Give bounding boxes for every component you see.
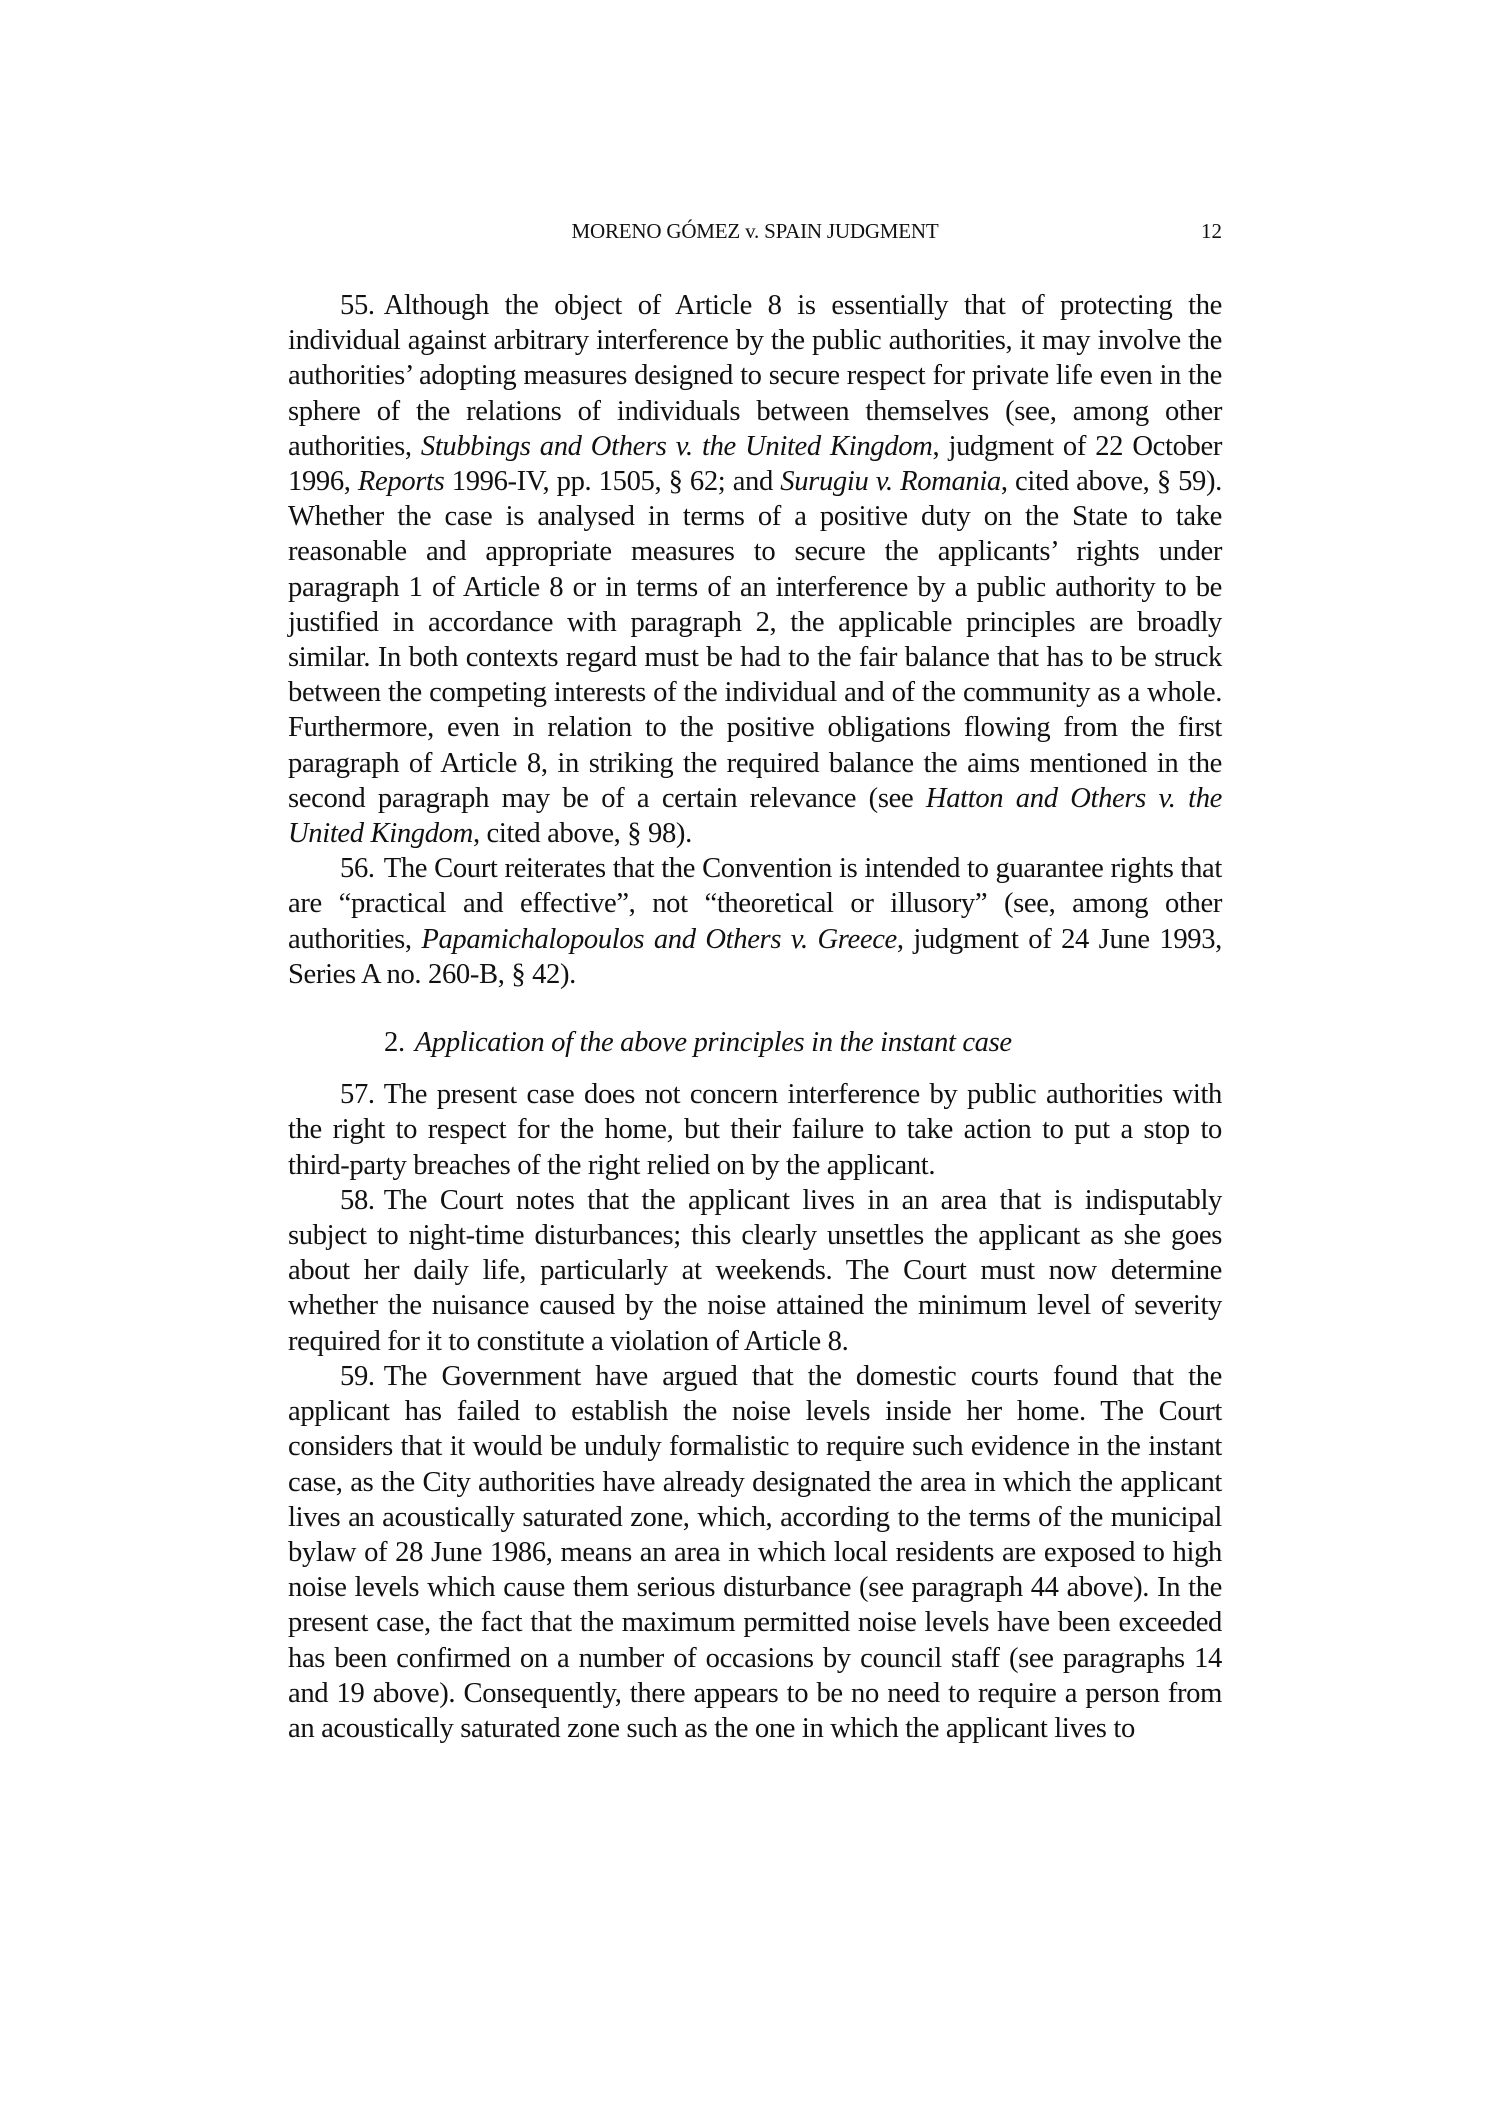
paragraph-number: 59. bbox=[340, 1360, 375, 1392]
case-citation: Surugiu v. Romania bbox=[780, 466, 1001, 498]
paragraph-number: 55. bbox=[340, 290, 375, 321]
document-body bbox=[288, 288, 1222, 1746]
reports-citation: Reports bbox=[357, 466, 445, 498]
paragraph-55 bbox=[288, 288, 1222, 851]
case-citation: Hatton and Others v. the United Kingdom bbox=[288, 782, 1222, 850]
paragraph-number: 57. bbox=[340, 1079, 375, 1111]
paragraph-text: Although the object of Article 8 is essentially that of protecting the individual against arbitrary interference by the public authorities, it may involve the authorities’ adopting measures designed to secure respect for private life even in the sphere of the relations of individuals between themselves (see, among other authorities, bbox=[288, 290, 1222, 462]
running-header bbox=[288, 216, 1222, 246]
section-title: Application of the above principles in the instant case bbox=[414, 1027, 1012, 1059]
paragraph-57 bbox=[288, 1077, 1222, 1183]
paragraph-text: , cited above, § 59). Whether the case is analysed in terms of a positive duty on the State to take reasonable and appropriate measures to secure the applicants’ rights under paragraph 1 of Article 8 or in terms of an interference by a public authority to be justified in accordance with paragraph 2, the applicable principles are broadly similar. In both contexts regard must be had to the fair balance that has to be struck between the competing interests of the individual and of the community as a whole. Furthermore, even in relation to the positive obligations flowing from the first paragraph of Article 8, in striking the required balance the aims mentioned in the second paragraph may be of a certain relevance (see bbox=[288, 466, 1222, 814]
paragraph-number: 58. bbox=[340, 1184, 375, 1216]
paragraph-text: The Court reiterates that the Convention is intended to guarantee rights that are “practical and effective”, not “theoretical or illusory” (see, among other authorities, bbox=[288, 853, 1222, 955]
paragraph-text: , cited above, § 98). bbox=[472, 818, 692, 850]
paragraph-text: The Court notes that the applicant lives in an area that is indisputably subject to night-time disturbances; this clearly unsettles the applicant as she goes about her daily life, particularly at weekends. The Court must now determine whether the nuisance caused by the noise attained the minimum level of severity required for it to constitute a violation of Article 8. bbox=[288, 1184, 1222, 1357]
page-number: 12 bbox=[1201, 219, 1222, 243]
paragraph-59 bbox=[288, 1359, 1222, 1746]
paragraph-number: 56. bbox=[340, 853, 375, 885]
paragraph-text: , judgment of 24 June 1993, Series A no. 260-B, § 42). bbox=[288, 923, 1222, 990]
document-title: MORENO GÓMEZ v. SPAIN JUDGMENT bbox=[571, 219, 939, 243]
paragraph-56 bbox=[288, 851, 1222, 992]
section-number: 2. bbox=[384, 1027, 405, 1059]
paragraph-text: The present case does not concern interference by public authorities with the right to respect for the home, but their failure to take action to put a stop to third-party breaches of the right relied on by the applicant. bbox=[288, 1079, 1222, 1181]
paragraph-58 bbox=[288, 1183, 1222, 1359]
section-heading bbox=[288, 1025, 1222, 1060]
paragraph-text: 1996-IV, pp. 1505, § 62; and bbox=[444, 466, 781, 498]
case-citation: Stubbings and Others v. the United Kingdom bbox=[420, 430, 933, 462]
paragraph-text: The Government have argued that the domestic courts found that the applicant has failed to establish the noise levels inside her home. The Court considers that it would be unduly formalistic to require such evidence in the instant case, as the City authorities have already designated the area in which the applicant lives an acoustically saturated zone, which, according to the terms of the municipal bylaw of 28 June 1986, means an area in which local residents are exposed to high noise levels which cause them serious disturbance (see paragraph 44 above). In the present case, the fact that the maximum permitted noise levels have been exceeded has been confirmed on a number of occasions by council staff (see paragraphs 14 and 19 above). Consequently, there appears to be no need to require a person from an acoustically saturated zone such as the one in which the applicant lives to bbox=[288, 1360, 1222, 1744]
paragraph-text: , judgment of 22 October 1996, bbox=[288, 430, 1222, 498]
case-citation: Papamichalopoulos and Others v. Greece bbox=[421, 923, 897, 955]
